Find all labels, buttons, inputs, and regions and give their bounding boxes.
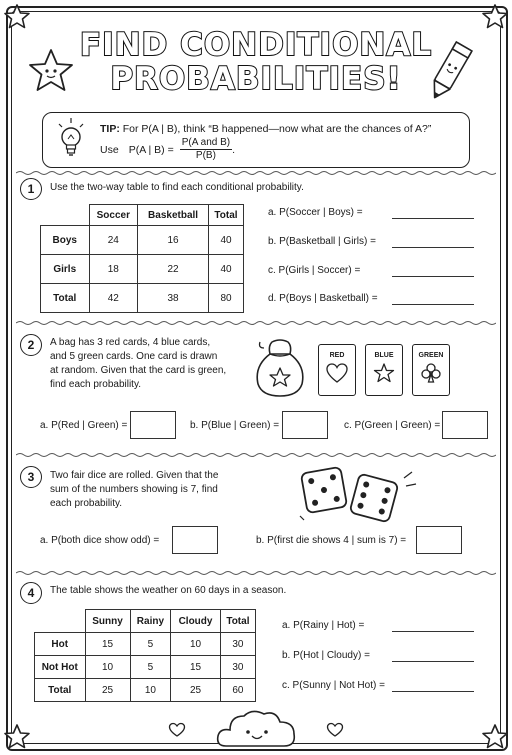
q4-table <box>34 609 256 702</box>
q3-prompt-3: each probability. <box>50 498 123 509</box>
divider <box>16 452 496 458</box>
table-row: Total 25 10 25 60 <box>35 679 256 702</box>
club-icon <box>419 362 443 384</box>
heart-icon <box>168 722 186 738</box>
tip-text: TIP: For P(A | B), think “B happened—now what are the chances of A?” Use P(A | B) = P(A and B) P(B) . <box>100 123 432 161</box>
pencil-icon <box>420 38 480 108</box>
divider <box>16 170 496 176</box>
table-header: Basketball <box>138 205 209 226</box>
star-icon <box>372 362 396 384</box>
q2-answer-c-label: c. P(Green | Green) = <box>344 420 441 431</box>
q3-answer-b-label: b. P(first die shows 4 | sum is 7) = <box>256 535 407 546</box>
q2-answer-b-label: b. P(Blue | Green) = <box>190 420 280 431</box>
tip-line1: For P(A | B), think “B happened—now what are the chances of A?” <box>122 123 432 135</box>
q4-answer-b-label: b. P(Hot | Cloudy) = <box>282 650 370 661</box>
smiling-star-icon <box>26 46 76 96</box>
q2-answer-c-box[interactable] <box>442 411 488 439</box>
table-header: Soccer <box>89 205 138 226</box>
q3-prompt-1: Two fair dice are rolled. Given that the <box>50 470 219 481</box>
q1-answer-c-line[interactable] <box>392 276 474 277</box>
q3-answer-a-box[interactable] <box>172 526 218 554</box>
question-number: 4 <box>20 582 42 604</box>
table-row: Girls 18 22 40 <box>41 255 244 284</box>
q1-answer-a-label: a. P(Soccer | Boys) = <box>268 207 363 218</box>
q2-prompt-4: find each probability. <box>50 379 141 390</box>
table-header: Total <box>220 610 255 633</box>
star-icon <box>480 722 510 752</box>
table-row: Total 42 38 80 <box>41 284 244 313</box>
card-label: BLUE <box>374 352 394 359</box>
page-title-line1: FIND CONDITIONAL <box>79 27 433 63</box>
q2-answer-a-box[interactable] <box>130 411 176 439</box>
q1-table <box>40 204 244 313</box>
q2-answer-a-label: a. P(Red | Green) = <box>40 420 128 431</box>
star-icon <box>2 722 32 752</box>
q1-answer-a-line[interactable] <box>392 218 474 219</box>
q2-prompt-3: at random. Given that the card is green, <box>50 365 227 376</box>
divider <box>16 570 496 576</box>
q4-answer-c-label: c. P(Sunny | Not Hot) = <box>282 680 385 691</box>
q1-answer-d-label: d. P(Boys | Basketball) = <box>268 293 378 304</box>
page-title-line2: PROBABILITIES! <box>110 61 402 97</box>
q1-answer-d-line[interactable] <box>392 304 474 305</box>
lightbulb-icon <box>55 116 87 162</box>
question-number: 3 <box>20 466 42 488</box>
table-header: Total <box>209 205 244 226</box>
card-red <box>318 344 356 396</box>
card-blue <box>365 344 403 396</box>
tip-use: Use <box>100 143 119 156</box>
q4-answer-a-label: a. P(Rainy | Hot) = <box>282 620 365 631</box>
tip-label: TIP: <box>100 123 120 135</box>
q3-answer-a-label: a. P(both dice show odd) = <box>40 535 160 546</box>
q1-answer-b-label: b. P(Basketball | Girls) = <box>268 236 376 247</box>
q4-answer-b-line[interactable] <box>392 661 474 662</box>
divider <box>16 320 496 326</box>
tip-denominator: P(B) <box>195 150 216 161</box>
heart-icon <box>326 722 344 738</box>
bag-icon <box>250 334 310 400</box>
q4-answer-c-line[interactable] <box>392 691 474 692</box>
table-header: Sunny <box>85 610 130 633</box>
q1-answer-c-label: c. P(Girls | Soccer) = <box>268 265 361 276</box>
table-header: Cloudy <box>171 610 221 633</box>
q2-prompt-1: A bag has 3 red cards, 4 blue cards, <box>50 337 211 348</box>
dice-icon <box>296 462 426 528</box>
question-number: 2 <box>20 334 42 356</box>
table-header: Rainy <box>130 610 171 633</box>
smiling-cloud-icon <box>214 706 300 750</box>
q3-prompt-2: sum of the numbers showing is 7, find <box>50 484 218 495</box>
table-row: Not Hot 10 5 15 30 <box>35 656 256 679</box>
tip-numerator: P(A and B) <box>181 137 231 148</box>
table-row: Boys 24 16 40 <box>41 226 244 255</box>
q4-prompt: The table shows the weather on 60 days in a season. <box>50 585 287 596</box>
heart-icon <box>325 362 349 384</box>
q1-answer-b-line[interactable] <box>392 247 474 248</box>
q1-prompt: Use the two-way table to find each conditional probability. <box>50 182 304 193</box>
question-number: 1 <box>20 178 42 200</box>
q2-answer-b-box[interactable] <box>282 411 328 439</box>
card-label: GREEN <box>418 352 444 359</box>
q3-answer-b-box[interactable] <box>416 526 462 554</box>
tip-fraction <box>180 137 232 162</box>
tip-lhs: P(A | B) = <box>128 143 174 156</box>
card-green <box>412 344 450 396</box>
card-label: RED <box>329 352 345 359</box>
q2-prompt-2: and 5 green cards. One card is drawn <box>50 351 218 362</box>
table-row: Hot 15 5 10 30 <box>35 633 256 656</box>
q4-answer-a-line[interactable] <box>392 631 474 632</box>
